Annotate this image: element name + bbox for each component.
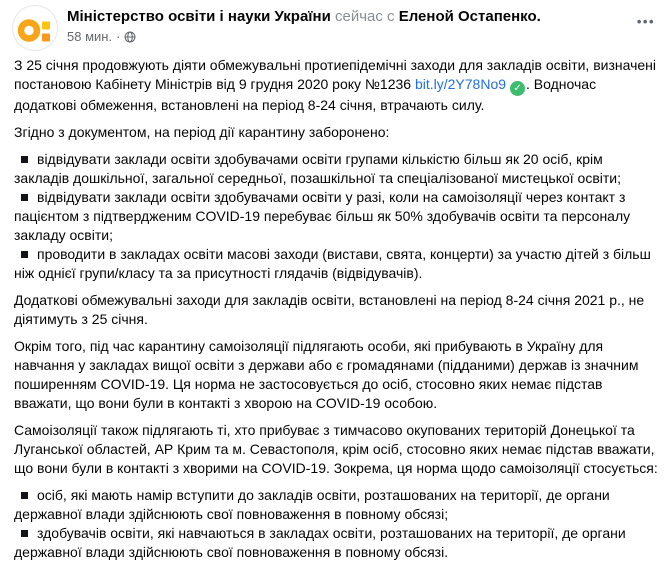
post-paragraph-3: Додаткові обмежувальні заходи для закладів освіти, встановлені на період 8-24 січня 2021 р., не діятимуть з 25 січня.	[14, 292, 645, 327]
header-text-block	[67, 6, 631, 45]
post-menu-button[interactable]: •••	[636, 14, 655, 29]
list-item	[14, 486, 659, 524]
byline-context: сейчас с	[334, 8, 395, 25]
list-item-text: здобувачів освіти, які навчаються в закладах освіти, розташованих на території, де органи державної влади здійснюють свої повноваження в повному обсязі.	[14, 525, 626, 560]
meta-separator: ·	[116, 29, 121, 44]
tagged-person-link[interactable]: Еленой Остапенко.	[398, 8, 541, 25]
post-paragraph-5: Самоізоляції також підлягають ті, хто прибуває з тимчасово окупованих територій Донецької та Луганської областей, АР Крим та м. Севастополя, крім осіб, стосовно яких немає підстав вважати, що вони були в контакті з хворими на COVID-19. Зокрема, ця норма щодо самоізоляції стосується:	[14, 422, 658, 476]
post-content	[0, 52, 671, 562]
post-timestamp[interactable]: 58 мин.	[67, 29, 113, 44]
mon-logo-icon	[13, 6, 57, 50]
paragraph-text: . Водночас додаткові обмеження, встановлені на період 8-24 січня, втрачають силу.	[14, 76, 597, 113]
page-name-link[interactable]: Міністерство освіти і науки України	[67, 8, 331, 25]
list-item-text: відвідувати заклади освіти здобувачами освіти у разі, коли на самоізоляції через контакт з пацієнтом з підтвердженим COVID-19 перебуває більш як 50% здобувачів освіти та персоналу закладу освіти;	[14, 189, 631, 243]
bullet-square-icon	[21, 194, 28, 201]
post-paragraph-4: Окрім того, під час карантину самоізоляції підлягають особи, які прибувають в Україну для навчання у закладах вищої освіти з держави або є громадянами (підданими) держав із значним поширенням COVID-19. Ця норма не застосовується до осіб, стосовно яких немає підстав вважати, що вони були в контакті з хворою на COVID-19 особою.	[14, 338, 639, 411]
bullet-square-icon	[21, 492, 28, 499]
bullet-square-icon	[21, 530, 28, 537]
post-paragraph-2: Згідно з документом, на період дії карантину заборонено:	[14, 124, 390, 140]
post-paragraph-1	[14, 56, 659, 115]
post-header	[0, 0, 671, 52]
post-byline	[67, 7, 631, 27]
page-avatar[interactable]	[13, 6, 57, 50]
bullet-square-icon	[21, 156, 28, 163]
bullet-square-icon	[21, 251, 28, 258]
post-link[interactable]: bit.ly/2Y78No9	[414, 76, 507, 92]
globe-icon	[124, 31, 136, 43]
list-item	[14, 150, 659, 188]
post-meta	[67, 28, 631, 45]
paragraph-text: З 25 січня продовжують діяти обмежувальні протиепідемічні заходи для закладів освіти, визначені постановою Кабінету Міністрів від 9 грудня 2020 року №1236	[14, 57, 657, 92]
list-item	[14, 245, 659, 283]
list-item	[14, 188, 659, 245]
list-item-text: відвідувати заклади освіти здобувачами освіти групами кількістю більш як 20 осіб, крім закладів дошкільної, загальної середньої, позашкільної та спеціалізованої мистецької освіти;	[14, 151, 622, 186]
list-item-text: проводити в закладах освіти масові заходи (вистави, свята, концерти) за участю дітей з більш ніж однієї групи/класу та за присутності глядачів (відвідувачів).	[14, 246, 651, 281]
list-item	[14, 524, 659, 562]
list-item-text: осіб, які мають намір вступити до закладів освіти, розташованих на території, де органи державної влади здійснюють свої повноваження в повному обсязі;	[14, 487, 610, 522]
check-mark-icon: ✓	[510, 81, 525, 96]
